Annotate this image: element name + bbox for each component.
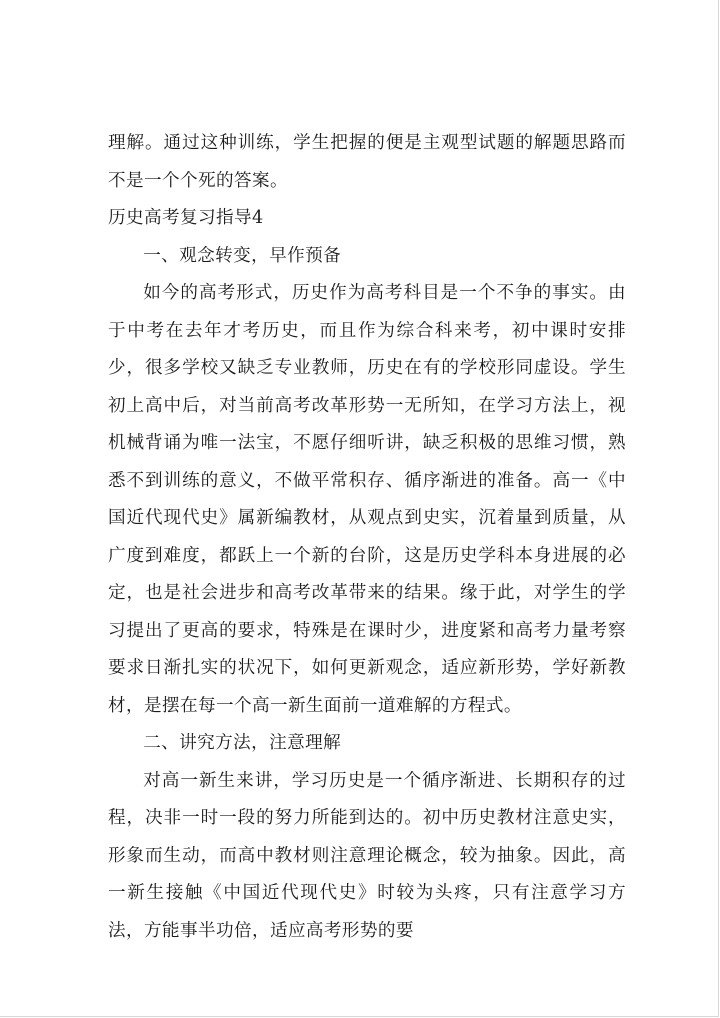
section-title: 历史高考复习指导4 <box>108 208 264 228</box>
subheading-method: 二、讲究方法，注意理解 <box>143 733 342 753</box>
document-body <box>108 125 626 950</box>
paragraph-concept-change: 如今的高考形式，历史作为高考科目是一个不争的事实。由于中考在去年才考历史，而且作为综合科来考，初中课时安排少，很多学校又缺乏专业教师，历史在有的学校形同虚设。学生初上高中后，对当前高考改革形势一无所知，在学习方法上，视机械背诵为唯一法宝，不愿仔细听讲，缺乏积极的思维习惯，熟悉不到训练的意义，不做平常积存、循序渐进的准备。高一《中国近代现代史》属新编教材，从观点到史实，沉着量到质量，从广度到难度，都跃上一个新的台阶，这是历史学科本身进展的必定，也是社会进步和高考改革带来的结果。缘于此，对学生的学习提出了更高的要求，特殊是在课时少，进度紧和高考力量考察要求日渐扎实的状况下，如何更新观念，适应新形势，学好新教材，是摆在每一个高一新生面前一道难解的方程式。 <box>108 283 626 716</box>
subheading-concept-change: 一、观念转变，早作预备 <box>143 245 342 266</box>
paragraph-method: 对高一新生来讲，学习历史是一个循序渐进、长期积存的过程，决非一时一段的努力所能到达的。初中历史教材注意史实，形象而生动，而高中教材则注意理论概念，较为抽象。因此，高一新生接触《中国近代现代史》时较为头疼，只有注意学习方法，方能事半功倍，适应高考形势的要 <box>108 770 626 941</box>
paragraph-continuation: 理解。通过这种训练，学生把握的便是主观型试题的解题思路而不是一个个死的答案。 <box>108 133 626 191</box>
